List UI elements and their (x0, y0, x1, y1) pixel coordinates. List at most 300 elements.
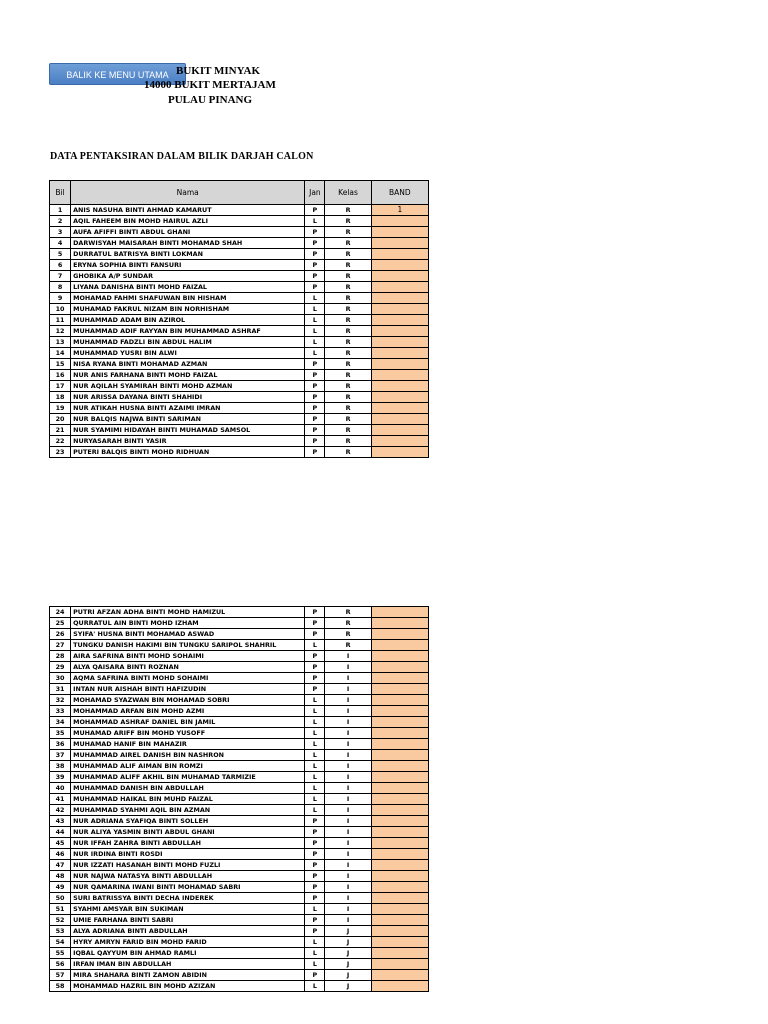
cell-nama: MOHAMMAD HAZRIL BIN MOHD AZIZAN (71, 981, 305, 992)
cell-nama: NISA RYANA BINTI MOHAMAD AZMAN (71, 359, 305, 370)
cell-jan: L (305, 739, 325, 750)
cell-kelas: I (325, 871, 371, 882)
cell-kelas: R (325, 293, 371, 304)
cell-bil: 11 (50, 315, 71, 326)
cell-nama: MOHAMAD SYAZWAN BIN MOHAMAD SOBRI (71, 695, 305, 706)
cell-bil: 16 (50, 370, 71, 381)
cell-jan: P (305, 227, 325, 238)
cell-jan: P (305, 816, 325, 827)
table-row (50, 805, 429, 816)
cell-kelas: I (325, 783, 371, 794)
cell-bil: 23 (50, 447, 71, 458)
cell-bil: 51 (50, 904, 71, 915)
cell-jan: L (305, 337, 325, 348)
cell-jan: P (305, 673, 325, 684)
cell-band[interactable] (371, 827, 428, 838)
cell-nama: MUHAMMAD ADIF RAYYAN BIN MUHAMMAD ASHRAF (71, 326, 305, 337)
cell-bil: 18 (50, 392, 71, 403)
table-row (50, 238, 429, 249)
table-row (50, 381, 429, 392)
cell-jan: L (305, 981, 325, 992)
cell-bil: 26 (50, 629, 71, 640)
cell-nama: MUHAMAD HANIF BIN MAHAZIR (71, 739, 305, 750)
cell-kelas: R (325, 238, 371, 249)
table-row (50, 970, 429, 981)
cell-bil: 57 (50, 970, 71, 981)
cell-band[interactable] (371, 915, 428, 926)
cell-jan: L (305, 640, 325, 651)
cell-kelas: I (325, 739, 371, 750)
cell-band[interactable] (371, 414, 428, 425)
cell-nama: ALYA QAISARA BINTI ROZNAN (71, 662, 305, 673)
school-address-line2: 14000 BUKIT MERTAJAM (144, 79, 276, 91)
cell-jan: P (305, 392, 325, 403)
cell-band[interactable] (371, 425, 428, 436)
cell-band[interactable] (371, 761, 428, 772)
cell-band[interactable] (371, 304, 428, 315)
cell-nama: MOHAMMAD ARFAN BIN MOHD AZMI (71, 706, 305, 717)
table-row (50, 794, 429, 805)
cell-kelas: I (325, 805, 371, 816)
cell-band[interactable] (371, 227, 428, 238)
cell-nama: MUHAMMAD ADAM BIN AZIROL (71, 315, 305, 326)
cell-bil: 22 (50, 436, 71, 447)
cell-nama: MUHAMAD ARIFF BIN MOHD YUSOFF (71, 728, 305, 739)
cell-band[interactable] (371, 249, 428, 260)
table-row (50, 216, 429, 227)
cell-kelas: J (325, 948, 371, 959)
table-row (50, 260, 429, 271)
cell-jan: P (305, 381, 325, 392)
cell-band[interactable] (371, 805, 428, 816)
cell-kelas: R (325, 348, 371, 359)
cell-bil: 10 (50, 304, 71, 315)
cell-bil: 40 (50, 783, 71, 794)
cell-jan: L (305, 717, 325, 728)
cell-bil: 32 (50, 695, 71, 706)
cell-band[interactable] (371, 684, 428, 695)
table-row (50, 728, 429, 739)
cell-kelas: R (325, 282, 371, 293)
cell-bil: 45 (50, 838, 71, 849)
cell-jan: L (305, 348, 325, 359)
cell-band[interactable] (371, 750, 428, 761)
cell-bil: 24 (50, 607, 71, 618)
table-row (50, 827, 429, 838)
cell-kelas: R (325, 326, 371, 337)
cell-bil: 12 (50, 326, 71, 337)
cell-nama: SYAHMI AMSYAR BIN SUKIMAN (71, 904, 305, 915)
school-address-line3: PULAU PINANG (168, 94, 253, 106)
cell-kelas: J (325, 970, 371, 981)
cell-kelas: R (325, 640, 371, 651)
cell-jan: P (305, 915, 325, 926)
cell-nama: NUR ANIS FARHANA BINTI MOHD FAIZAL (71, 370, 305, 381)
cell-band[interactable] (371, 860, 428, 871)
cell-nama: INTAN NUR AISHAH BINTI HAFIZUDIN (71, 684, 305, 695)
cell-kelas: R (325, 370, 371, 381)
cell-kelas: I (325, 904, 371, 915)
cell-kelas: J (325, 981, 371, 992)
table-row (50, 959, 429, 970)
table-row (50, 618, 429, 629)
cell-bil: 14 (50, 348, 71, 359)
cell-kelas: I (325, 673, 371, 684)
cell-nama: NUR ARISSA DAYANA BINTI SHAHIDI (71, 392, 305, 403)
cell-bil: 46 (50, 849, 71, 860)
cell-bil: 19 (50, 403, 71, 414)
cell-band[interactable] (371, 282, 428, 293)
cell-nama: IQBAL QAYYUM BIN AHMAD RAMLI (71, 948, 305, 959)
cell-band[interactable] (371, 315, 428, 326)
cell-kelas: R (325, 392, 371, 403)
cell-nama: MUHAMMAD YUSRI BIN ALWI (71, 348, 305, 359)
cell-nama: HYRY AMRYN FARID BIN MOHD FARID (71, 937, 305, 948)
cell-nama: AUFA AFIFFI BINTI ABDUL GHANI (71, 227, 305, 238)
cell-bil: 38 (50, 761, 71, 772)
cell-kelas: I (325, 662, 371, 673)
cell-kelas: I (325, 772, 371, 783)
cell-jan: P (305, 651, 325, 662)
table-row (50, 629, 429, 640)
cell-kelas: I (325, 882, 371, 893)
cell-nama: AQMA SAFRINA BINTI MOHD SOHAIMI (71, 673, 305, 684)
cell-band[interactable] (371, 970, 428, 981)
cell-kelas: R (325, 359, 371, 370)
cell-nama: MOHAMAD FAHMI SHAFUWAN BIN HISHAM (71, 293, 305, 304)
cell-nama: MUHAMMAD HAIKAL BIN MUHD FAIZAL (71, 794, 305, 805)
cell-band[interactable] (371, 728, 428, 739)
cell-kelas: R (325, 227, 371, 238)
cell-jan: P (305, 849, 325, 860)
cell-band[interactable] (371, 695, 428, 706)
cell-bil: 58 (50, 981, 71, 992)
cell-band[interactable] (371, 816, 428, 827)
student-table-part1 (49, 180, 429, 458)
cell-band[interactable] (371, 326, 428, 337)
table-row (50, 915, 429, 926)
cell-band[interactable] (371, 849, 428, 860)
cell-band[interactable] (371, 651, 428, 662)
cell-kelas: J (325, 937, 371, 948)
cell-band[interactable] (371, 629, 428, 640)
cell-band[interactable] (371, 772, 428, 783)
cell-bil: 27 (50, 640, 71, 651)
cell-bil: 44 (50, 827, 71, 838)
table-row (50, 282, 429, 293)
cell-kelas: I (325, 728, 371, 739)
cell-jan: P (305, 860, 325, 871)
cell-jan: P (305, 249, 325, 260)
cell-jan: P (305, 629, 325, 640)
cell-kelas: I (325, 794, 371, 805)
cell-band[interactable] (371, 838, 428, 849)
cell-bil: 43 (50, 816, 71, 827)
cell-nama: MUHAMMAD ALIFF AKHIL BIN MUHAMAD TARMIZIE (71, 772, 305, 783)
cell-band[interactable] (371, 794, 428, 805)
cell-band[interactable] (371, 238, 428, 249)
cell-jan: P (305, 260, 325, 271)
cell-nama: NUR AQILAH SYAMIRAH BINTI MOHD AZMAN (71, 381, 305, 392)
cell-nama: MOHAMMAD ASHRAF DANIEL BIN JAMIL (71, 717, 305, 728)
cell-bil: 39 (50, 772, 71, 783)
cell-band[interactable] (371, 739, 428, 750)
col-header-kelas: Kelas (325, 181, 371, 205)
table-row (50, 816, 429, 827)
cell-kelas: I (325, 717, 371, 728)
cell-band[interactable] (371, 216, 428, 227)
cell-bil: 3 (50, 227, 71, 238)
cell-jan: P (305, 447, 325, 458)
cell-nama: SURI BATRISSYA BINTI DECHA INDEREK (71, 893, 305, 904)
cell-nama: NUR IRDINA BINTI ROSDI (71, 849, 305, 860)
cell-jan: L (305, 293, 325, 304)
cell-band[interactable] (371, 706, 428, 717)
cell-bil: 30 (50, 673, 71, 684)
cell-band[interactable] (371, 673, 428, 684)
table-row (50, 403, 429, 414)
table-row (50, 348, 429, 359)
table-row (50, 662, 429, 673)
table-row (50, 205, 429, 216)
cell-nama: NUR SYAMIMI HIDAYAH BINTI MUHAMAD SAMSOL (71, 425, 305, 436)
cell-nama: NURYASARAH BINTI YASIR (71, 436, 305, 447)
cell-band[interactable] (371, 948, 428, 959)
cell-kelas: I (325, 684, 371, 695)
table-row (50, 640, 429, 651)
cell-nama: SYIFA' HUSNA BINTI MOHAMAD ASWAD (71, 629, 305, 640)
cell-band[interactable] (371, 783, 428, 794)
col-header-band: BAND (371, 181, 428, 205)
cell-bil: 21 (50, 425, 71, 436)
cell-bil: 8 (50, 282, 71, 293)
cell-jan: L (305, 794, 325, 805)
table-row (50, 739, 429, 750)
cell-jan: L (305, 315, 325, 326)
back-to-main-menu-button[interactable]: BALIK KE MENU UTAMA (49, 63, 186, 85)
cell-jan: L (305, 772, 325, 783)
cell-kelas: R (325, 304, 371, 315)
col-header-nama: Nama (71, 181, 305, 205)
cell-bil: 6 (50, 260, 71, 271)
col-header-bil: Bil (50, 181, 71, 205)
cell-bil: 31 (50, 684, 71, 695)
cell-band[interactable] (371, 293, 428, 304)
cell-nama: MUHAMMAD SYAHMI AQIL BIN AZMAN (71, 805, 305, 816)
cell-kelas: I (325, 706, 371, 717)
cell-bil: 48 (50, 871, 71, 882)
cell-bil: 35 (50, 728, 71, 739)
table-header-row (50, 181, 429, 205)
cell-band[interactable]: 1 (371, 205, 428, 216)
cell-jan: P (305, 893, 325, 904)
cell-bil: 55 (50, 948, 71, 959)
cell-kelas: R (325, 403, 371, 414)
table-row (50, 249, 429, 260)
cell-nama: NUR ALIYA YASMIN BINTI ABDUL GHANI (71, 827, 305, 838)
cell-jan: P (305, 403, 325, 414)
cell-kelas: J (325, 926, 371, 937)
cell-jan: L (305, 904, 325, 915)
cell-band[interactable] (371, 403, 428, 414)
cell-jan: P (305, 662, 325, 673)
page-title: DATA PENTAKSIRAN DALAM BILIK DARJAH CALON (50, 151, 314, 162)
cell-jan: L (305, 695, 325, 706)
cell-bil: 2 (50, 216, 71, 227)
cell-band[interactable] (371, 370, 428, 381)
cell-bil: 49 (50, 882, 71, 893)
cell-band[interactable] (371, 447, 428, 458)
cell-kelas: J (325, 959, 371, 970)
cell-kelas: R (325, 607, 371, 618)
table-row (50, 370, 429, 381)
cell-band[interactable] (371, 260, 428, 271)
cell-bil: 33 (50, 706, 71, 717)
cell-kelas: R (325, 436, 371, 447)
cell-nama: PUTERI BALQIS BINTI MOHD RIDHUAN (71, 447, 305, 458)
cell-nama: TUNGKU DANISH HAKIMI BIN TUNGKU SARIPOL SHAHRIL (71, 640, 305, 651)
cell-kelas: I (325, 893, 371, 904)
cell-jan: P (305, 618, 325, 629)
cell-kelas: R (325, 271, 371, 282)
col-header-jan: Jan (305, 181, 325, 205)
table-row (50, 607, 429, 618)
cell-nama: QURRATUL AIN BINTI MOHD IZHAM (71, 618, 305, 629)
table-row (50, 937, 429, 948)
table-row (50, 706, 429, 717)
cell-nama: NUR BALQIS NAJWA BINTI SARIMAN (71, 414, 305, 425)
table-row (50, 849, 429, 860)
cell-jan: P (305, 926, 325, 937)
cell-kelas: R (325, 425, 371, 436)
cell-kelas: I (325, 816, 371, 827)
cell-nama: MIRA SHAHARA BINTI ZAMON ABIDIN (71, 970, 305, 981)
cell-nama: AIRA SAFRINA BINTI MOHD SOHAIMI (71, 651, 305, 662)
table-row (50, 436, 429, 447)
cell-kelas: I (325, 915, 371, 926)
cell-band[interactable] (371, 359, 428, 370)
cell-bil: 47 (50, 860, 71, 871)
cell-band[interactable] (371, 882, 428, 893)
cell-nama: MUHAMMAD DANISH BIN ABDULLAH (71, 783, 305, 794)
cell-kelas: R (325, 315, 371, 326)
cell-jan: P (305, 838, 325, 849)
cell-jan: P (305, 370, 325, 381)
cell-nama: MUHAMAD FAKRUL NIZAM BIN NORHISHAM (71, 304, 305, 315)
cell-nama: MUHAMMAD ALIF AIMAN BIN ROMZI (71, 761, 305, 772)
cell-kelas: I (325, 651, 371, 662)
cell-band[interactable] (371, 640, 428, 651)
cell-band[interactable] (371, 717, 428, 728)
cell-bil: 20 (50, 414, 71, 425)
cell-band[interactable] (371, 381, 428, 392)
cell-nama: AQIL FAHEEM BIN MOHD HAIRUL AZLI (71, 216, 305, 227)
cell-bil: 52 (50, 915, 71, 926)
cell-kelas: I (325, 838, 371, 849)
cell-jan: L (305, 783, 325, 794)
cell-kelas: I (325, 761, 371, 772)
cell-bil: 7 (50, 271, 71, 282)
cell-band[interactable] (371, 392, 428, 403)
cell-band[interactable] (371, 871, 428, 882)
table-row (50, 304, 429, 315)
cell-band[interactable] (371, 904, 428, 915)
cell-jan: P (305, 238, 325, 249)
table-row (50, 717, 429, 728)
cell-kelas: I (325, 827, 371, 838)
cell-kelas: I (325, 860, 371, 871)
cell-jan: P (305, 282, 325, 293)
cell-kelas: R (325, 337, 371, 348)
cell-jan: L (305, 326, 325, 337)
cell-band[interactable] (371, 436, 428, 447)
cell-kelas: R (325, 205, 371, 216)
table-row (50, 673, 429, 684)
cell-band[interactable] (371, 618, 428, 629)
table-row (50, 860, 429, 871)
cell-band[interactable] (371, 337, 428, 348)
cell-jan: L (305, 937, 325, 948)
cell-bil: 29 (50, 662, 71, 673)
table-row (50, 838, 429, 849)
cell-band[interactable] (371, 926, 428, 937)
cell-nama: NUR NAJWA NATASYA BINTI ABDULLAH (71, 871, 305, 882)
cell-jan: P (305, 436, 325, 447)
cell-jan: L (305, 948, 325, 959)
table-row (50, 684, 429, 695)
table-row (50, 981, 429, 992)
cell-nama: ERYNA SOPHIA BINTI FANSURI (71, 260, 305, 271)
cell-nama: NUR QAMARINA IWANI BINTI MOHAMAD SABRI (71, 882, 305, 893)
table-row (50, 293, 429, 304)
cell-kelas: I (325, 849, 371, 860)
cell-jan: L (305, 728, 325, 739)
cell-jan: L (305, 805, 325, 816)
cell-bil: 28 (50, 651, 71, 662)
cell-jan: P (305, 425, 325, 436)
table-row (50, 783, 429, 794)
table-row (50, 948, 429, 959)
cell-nama: MUHAMMAD AIREL DANISH BIN NASHRON (71, 750, 305, 761)
cell-band[interactable] (371, 348, 428, 359)
student-table-part2 (49, 606, 429, 992)
cell-jan: P (305, 970, 325, 981)
cell-band[interactable] (371, 662, 428, 673)
cell-bil: 50 (50, 893, 71, 904)
cell-jan: L (305, 304, 325, 315)
table-row (50, 326, 429, 337)
cell-band[interactable] (371, 893, 428, 904)
table-row (50, 761, 429, 772)
cell-band[interactable] (371, 937, 428, 948)
cell-band[interactable] (371, 981, 428, 992)
cell-nama: DARWISYAH MAISARAH BINTI MOHAMAD SHAH (71, 238, 305, 249)
cell-band[interactable] (371, 607, 428, 618)
cell-bil: 13 (50, 337, 71, 348)
cell-jan: P (305, 871, 325, 882)
cell-jan: P (305, 882, 325, 893)
cell-bil: 15 (50, 359, 71, 370)
cell-jan: P (305, 205, 325, 216)
cell-band[interactable] (371, 959, 428, 970)
cell-kelas: R (325, 216, 371, 227)
cell-band[interactable] (371, 271, 428, 282)
cell-bil: 17 (50, 381, 71, 392)
cell-jan: L (305, 216, 325, 227)
cell-jan: P (305, 414, 325, 425)
cell-nama: MUHAMMAD FADZLI BIN ABDUL HALIM (71, 337, 305, 348)
table-row (50, 882, 429, 893)
